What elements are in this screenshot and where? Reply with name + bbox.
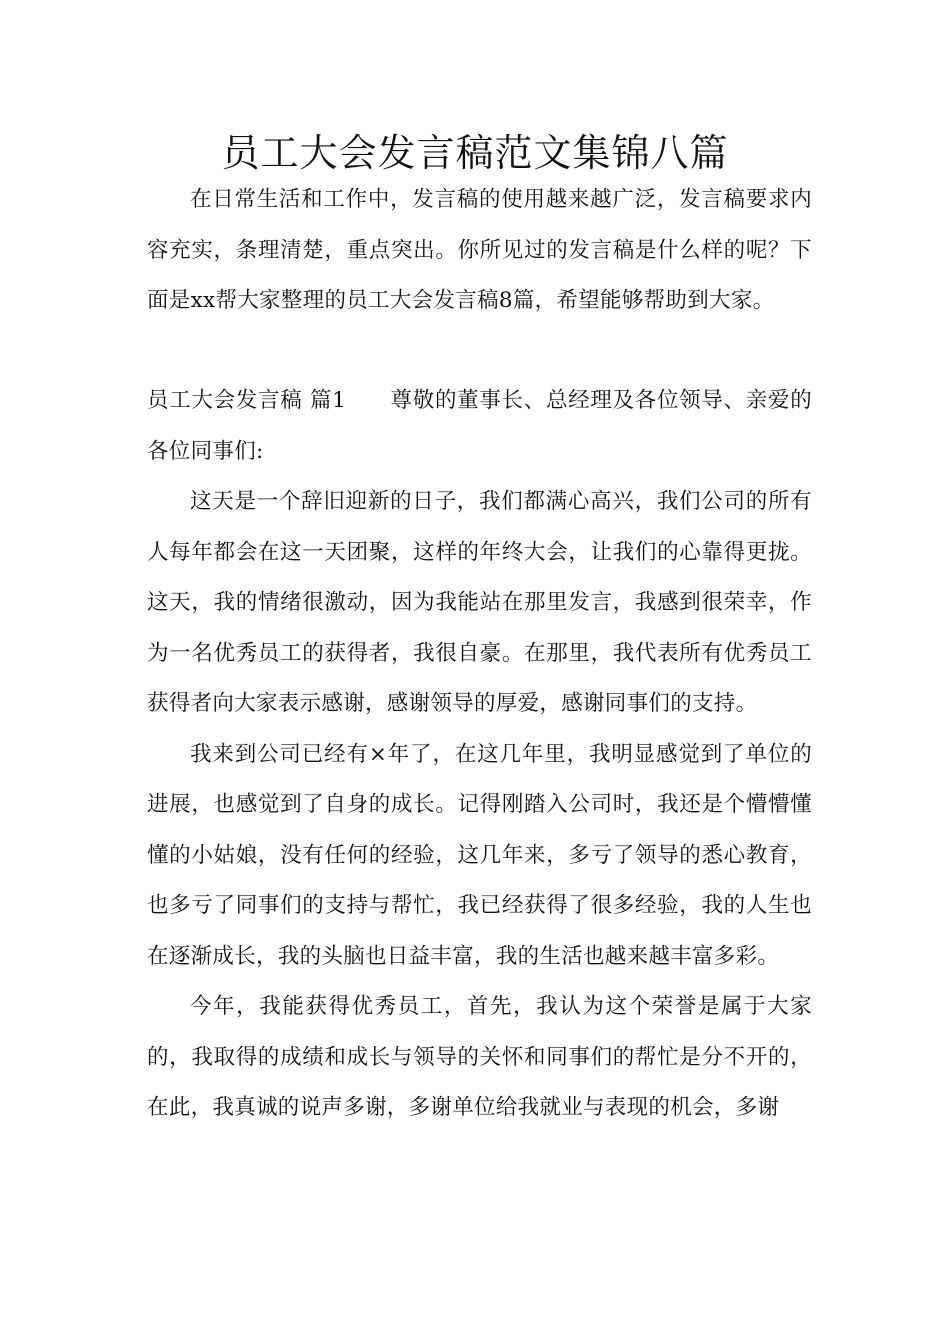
intro-paragraph: 在日常生活和工作中，发言稿的使用越来越广泛，发言稿要求内容充实，条理清楚，重点突出。你所见过的发言稿是什么样的呢？下面是xx帮大家整理的员工大会发言稿8篇，希望能够帮助到大家。 bbox=[147, 187, 812, 313]
section-1-label: 员工大会发言稿 篇1 bbox=[147, 388, 347, 413]
intro-block bbox=[147, 175, 812, 327]
section-1 bbox=[147, 376, 812, 1134]
section-1-heading-line bbox=[147, 376, 812, 477]
section-1-paragraph: 今年，我能获得优秀员工，首先，我认为这个荣誉是属于大家的，我取得的成绩和成长与领导的关怀和同事们的帮忙是分不开的，在此，我真诚的说声多谢，多谢单位给我就业与表现的机会，多谢 bbox=[147, 994, 812, 1120]
document-title: 员工大会发言稿范文集锦八篇 bbox=[221, 131, 729, 175]
section-1-paragraph: 这天是一个辞旧迎新的日子，我们都满心高兴，我们公司的所有人每年都会在这一天团聚，这样的年终大会，让我们的心靠得更拢。这天，我的情绪很激动，因为我能站在那里发言，我感到很荣幸，作为一名优秀员工的获得者，我很自豪。在那里，我代表所有优秀员工获得者向大家表示感谢，感谢领导的厚爱，感谢同事们的支持。 bbox=[147, 489, 812, 716]
section-1-salutation: 尊敬的董事长、总经理及各位领导、亲爱的各位同事们: bbox=[147, 388, 812, 464]
section-1-paragraph: 我来到公司已经有×年了，在这几年里，我明显感觉到了单位的进展，也感觉到了自身的成长。记得刚踏入公司时，我还是个懵懵懂懂的小姑娘，没有任何的经验，这几年来，多亏了领导的悉心教育，也多亏了同事们的支持与帮忙，我已经获得了很多经验，我的人生也在逐渐成长，我的头脑也日益丰富，我的生活也越来越丰富多彩。 bbox=[147, 741, 812, 969]
